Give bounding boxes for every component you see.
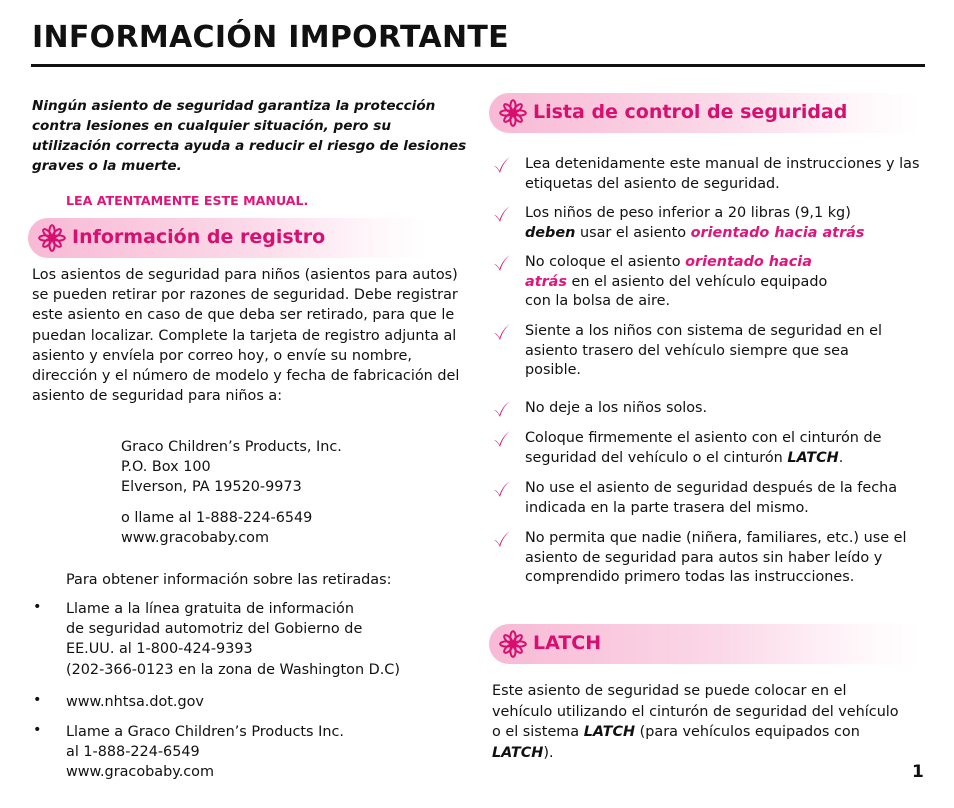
- checklist-item: [492, 479, 932, 518]
- registro-heading: Información de registro: [72, 226, 326, 248]
- checklist-item: [492, 155, 932, 194]
- bullet-item-graco: [66, 722, 344, 783]
- checklist-heading: Lista de control de seguridad: [533, 101, 848, 123]
- phone-line: o llame al 1-888-224-6549: [121, 510, 313, 526]
- checkmark-icon: [492, 479, 512, 499]
- checkmark-icon: [492, 529, 512, 549]
- checklist-item: [492, 204, 932, 243]
- page-number: 1: [912, 762, 924, 782]
- mailing-address: [121, 437, 342, 498]
- checkmark-icon: [492, 253, 512, 273]
- checklist-item-text: Siente a los niños con sistema de seguridad en el asiento trasero del vehículo siempre que sea posible.: [525, 323, 883, 378]
- address-line: Graco Children’s Products, Inc.: [121, 439, 342, 455]
- checklist-item: [492, 399, 932, 419]
- bullet-line: de seguridad automotriz del Gobierno de: [66, 621, 363, 638]
- intro-warning: Ningún asiento de seguridad garantiza la protección contra lesiones en cualquier situación, pero su utilización correcta ayuda a reducir el riesgo de lesiones graves o la muerte.: [32, 98, 467, 174]
- checklist-item-text: No deje a los niños solos.: [525, 400, 708, 416]
- checklist-item-text: Coloque firmemente el asiento con el cinturón de seguridad del vehículo o el cinturón LATCH.: [525, 430, 882, 466]
- latch-body: Este asiento de seguridad se puede colocar en el vehículo utilizando el cinturón de seguridad del vehículo o el sistema LATCH (para vehículos equipados con LATCH).: [492, 683, 899, 761]
- title-rule: [31, 64, 925, 67]
- bullet-line: Llame a la línea gratuita de información: [66, 601, 354, 617]
- bullet-line: (202-366-0123 en la zona de Washington D.C): [66, 661, 400, 678]
- registro-body: Los asientos de seguridad para niños (asientos para autos) se pueden retirar por razones de seguridad. Debe registrar este asiento en caso de que deba ser retirado, para que le puedan localizar. Complete la tarjeta de registro adjunta al asiento y envíela por correo hoy, o envíe su nombre, dirección y el número de modelo y fecha de fabricación del asiento de seguridad para niños a:: [32, 267, 460, 405]
- latch-section-header: [489, 624, 919, 664]
- bullet-item-hotline: [66, 599, 400, 680]
- checkmark-icon: [492, 155, 512, 175]
- bullet-glyph: •: [33, 599, 42, 615]
- flower-icon: [38, 224, 66, 252]
- page-title: INFORMACIÓN IMPORTANTE: [32, 20, 509, 55]
- website-link[interactable]: www.gracobaby.com: [121, 530, 270, 547]
- checklist-item-text: No coloque el asiento orientado hacia atrás en el asiento del vehículo equipado con la bolsa de aire.: [525, 254, 828, 309]
- contact-info: [121, 508, 312, 548]
- checkmark-icon: [492, 204, 512, 224]
- checklist-section-header: [489, 93, 919, 133]
- checkmark-icon: [492, 399, 512, 419]
- checklist-item: [492, 322, 932, 381]
- website-link[interactable]: www.nhtsa.dot.gov: [66, 694, 204, 710]
- flower-icon: [499, 630, 527, 658]
- checklist-item: [492, 253, 932, 312]
- checklist-item-text: Lea detenidamente este manual de instrucciones y las etiquetas del asiento de seguridad.: [525, 156, 920, 192]
- flower-icon: [499, 99, 527, 127]
- checklist-item-text: No use el asiento de seguridad después de la fecha indicada en la parte trasera del mismo.: [525, 480, 898, 516]
- checklist-item: [492, 529, 932, 588]
- website-link[interactable]: www.gracobaby.com: [66, 764, 215, 781]
- address-line: Elverson, PA 19520-9973: [121, 479, 302, 496]
- bullet-line: al 1-888-224-6549: [66, 744, 200, 761]
- bullet-line: Llame a Graco Children’s Products Inc.: [66, 724, 344, 740]
- registro-section-header: [28, 218, 428, 258]
- latch-heading: LATCH: [533, 632, 602, 654]
- checklist-item-text: Los niños de peso inferior a 20 libras (9,1 kg) deben usar el asiento orientado hacia atrás: [525, 205, 865, 241]
- retiradas-intro: Para obtener información sobre las retiradas:: [66, 572, 392, 588]
- checkmark-icon: [492, 429, 512, 449]
- checklist-item: [492, 429, 932, 468]
- bullet-glyph: •: [33, 692, 42, 708]
- checkmark-icon: [492, 322, 512, 342]
- read-manual-notice: LEA ATENTAMENTE ESTE MANUAL.: [66, 193, 309, 208]
- address-line: P.O. Box 100: [121, 459, 211, 476]
- bullet-item-nhtsa: [66, 692, 204, 712]
- bullet-line: EE.UU. al 1-800-424-9393: [66, 641, 253, 658]
- bullet-glyph: •: [33, 722, 42, 738]
- checklist-item-text: No permita que nadie (niñera, familiares, etc.) use el asiento de seguridad para autos sin haber leído y comprendido primero todas las instrucciones.: [525, 530, 907, 585]
